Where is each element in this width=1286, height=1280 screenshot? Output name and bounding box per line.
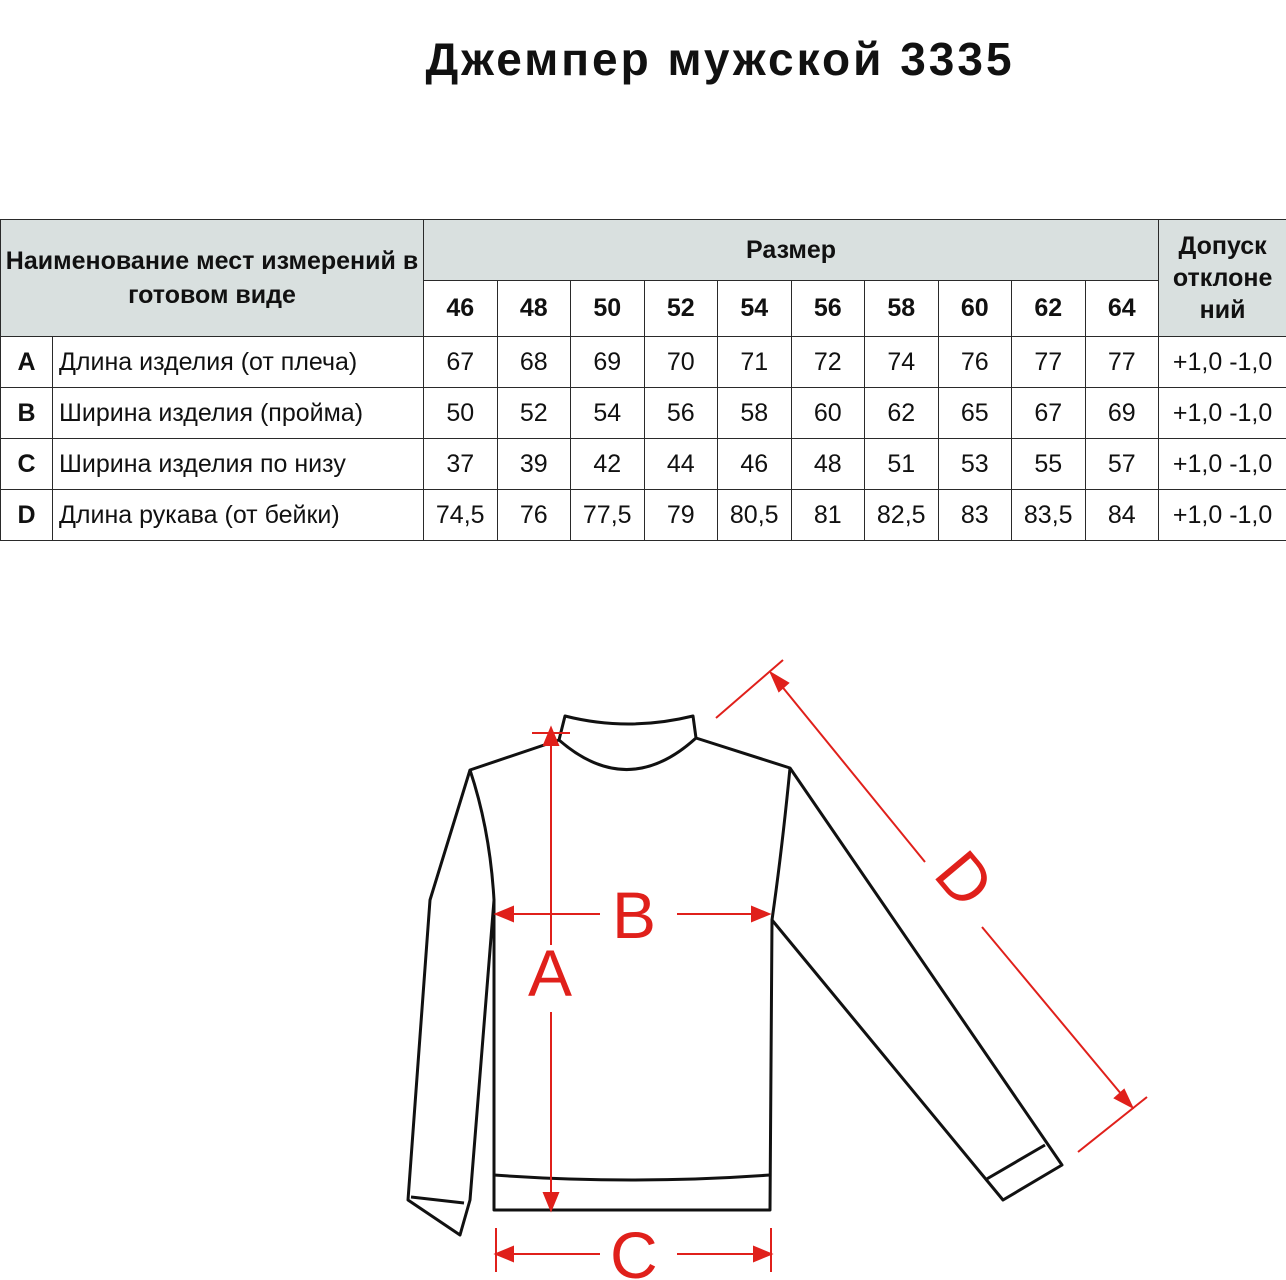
value-cell: 39 (497, 439, 571, 490)
collar-outline (559, 716, 696, 770)
measure-d-line-top (771, 673, 925, 862)
table-row (1, 337, 1286, 388)
measure-d-tick-bottom (1078, 1097, 1147, 1152)
tolerance-cell: +1,0 -1,0 (1159, 490, 1286, 541)
value-cell: 77,5 (571, 490, 645, 541)
size-header-cell: 48 (497, 281, 571, 337)
value-cell: 50 (424, 388, 498, 439)
value-cell: 67 (424, 337, 498, 388)
value-cell: 67 (1012, 388, 1086, 439)
row-label: Длина изделия (от плеча) (53, 337, 424, 388)
value-cell: 55 (1012, 439, 1086, 490)
value-cell: 60 (791, 388, 865, 439)
header-measurement-name: Наименование мест измерений в готовом виде (1, 220, 424, 337)
value-cell: 42 (571, 439, 645, 490)
table-row (1, 490, 1286, 541)
measure-a-arrow-top (544, 728, 558, 745)
value-cell: 76 (497, 490, 571, 541)
value-cell: 70 (644, 337, 718, 388)
measure-a-label: A (528, 936, 573, 1010)
size-header-cell: 46 (424, 281, 498, 337)
header-tolerance: Допуск отклоне ний (1159, 220, 1286, 337)
value-cell: 52 (497, 388, 571, 439)
measure-labels (528, 837, 1008, 1280)
measure-a-arrow-bottom (544, 1193, 558, 1210)
tolerance-cell: +1,0 -1,0 (1159, 388, 1286, 439)
value-cell: 82,5 (865, 490, 939, 541)
header-size: Размер (424, 220, 1159, 281)
value-cell: 84 (1085, 490, 1159, 541)
measure-b-label: B (612, 878, 657, 952)
value-cell: 81 (791, 490, 865, 541)
left-armhole (470, 770, 494, 900)
size-header-cell: 64 (1085, 281, 1159, 337)
value-cell: 57 (1085, 439, 1159, 490)
value-cell: 72 (791, 337, 865, 388)
size-header-cell: 56 (791, 281, 865, 337)
measure-c-arrow-left (496, 1247, 513, 1261)
measure-d-tick-top (716, 660, 783, 718)
left-cuff (411, 1197, 464, 1203)
measure-d-arrow-bottom (1115, 1090, 1132, 1107)
table-row (1, 388, 1286, 439)
value-cell: 74 (865, 337, 939, 388)
measure-b-arrow-left (496, 907, 513, 921)
value-cell: 65 (938, 388, 1012, 439)
value-cell: 69 (1085, 388, 1159, 439)
value-cell: 80,5 (718, 490, 792, 541)
hem-rib (494, 1175, 770, 1180)
value-cell: 37 (424, 439, 498, 490)
value-cell: 77 (1085, 337, 1159, 388)
value-cell: 83 (938, 490, 1012, 541)
value-cell: 76 (938, 337, 1012, 388)
measure-c-arrow-right (754, 1247, 771, 1261)
size-table (0, 219, 1286, 541)
value-cell: 53 (938, 439, 1012, 490)
tolerance-cell: +1,0 -1,0 (1159, 439, 1286, 490)
size-header-cell: 58 (865, 281, 939, 337)
value-cell: 51 (865, 439, 939, 490)
row-letter: A (1, 337, 53, 388)
value-cell: 71 (718, 337, 792, 388)
value-cell: 58 (718, 388, 792, 439)
table-row (1, 439, 1286, 490)
row-letter: D (1, 490, 53, 541)
value-cell: 79 (644, 490, 718, 541)
row-letter: C (1, 439, 53, 490)
size-header-cell: 54 (718, 281, 792, 337)
right-armhole (772, 768, 790, 920)
measure-c-label: C (610, 1218, 658, 1280)
tolerance-cell: +1,0 -1,0 (1159, 337, 1286, 388)
value-cell: 46 (718, 439, 792, 490)
row-label: Ширина изделия по низу (53, 439, 424, 490)
jumper-outline (408, 716, 1062, 1235)
value-cell: 69 (571, 337, 645, 388)
right-cuff (985, 1145, 1045, 1180)
row-label: Ширина изделия (пройма) (53, 388, 424, 439)
body-left-outline (408, 738, 1062, 1235)
value-cell: 62 (865, 388, 939, 439)
measure-d-arrow-top (771, 673, 788, 691)
jumper-diagram (0, 600, 1286, 1280)
size-header-cell: 62 (1012, 281, 1086, 337)
value-cell: 44 (644, 439, 718, 490)
value-cell: 48 (791, 439, 865, 490)
measure-b-arrow-right (752, 907, 769, 921)
value-cell: 56 (644, 388, 718, 439)
value-cell: 83,5 (1012, 490, 1086, 541)
size-header-cell: 52 (644, 281, 718, 337)
size-header-cell: 50 (571, 281, 645, 337)
row-label: Длина рукава (от бейки) (53, 490, 424, 541)
value-cell: 54 (571, 388, 645, 439)
measure-d-label: D (921, 836, 1009, 921)
value-cell: 74,5 (424, 490, 498, 541)
size-header-cell: 60 (938, 281, 1012, 337)
row-letter: B (1, 388, 53, 439)
page-title: Джемпер мужской 3335 (425, 33, 1015, 85)
value-cell: 68 (497, 337, 571, 388)
value-cell: 77 (1012, 337, 1086, 388)
